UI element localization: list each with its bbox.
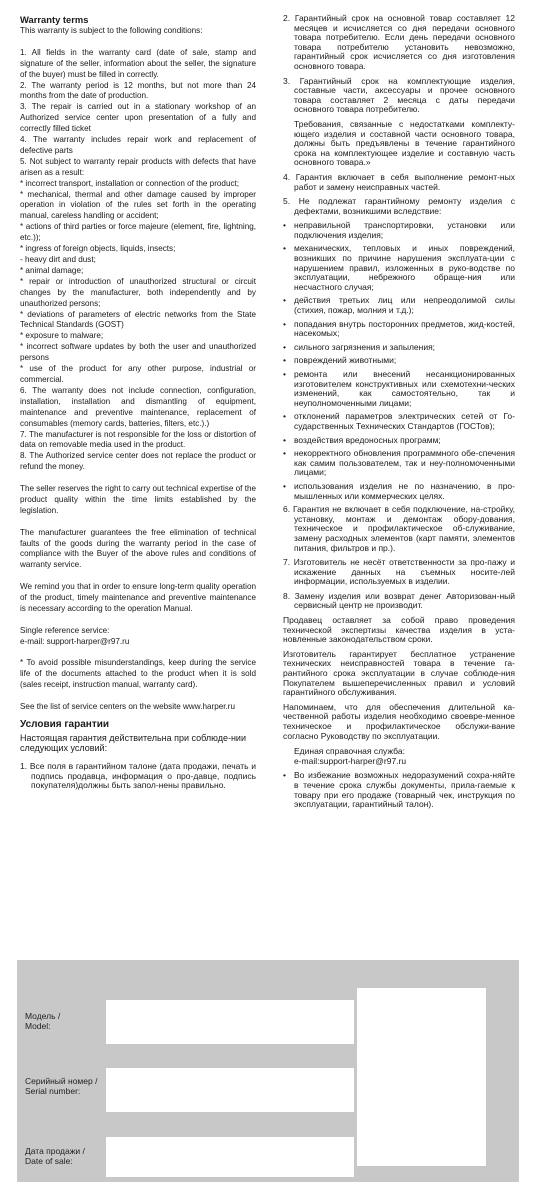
ru-bullet: • попадания внутрь посторонних предметов, жид-костей, насекомых; <box>283 318 515 339</box>
ru-bullet: • отклонений параметров электрических сетей от Го-сударственных Технических Стандартов (ГОСТов); <box>283 411 515 431</box>
bullet-icon: • <box>283 243 286 254</box>
ru-bullet: • неправильной транспортировки, установки или подключения изделия; <box>283 220 515 240</box>
bullet-icon: • <box>283 448 286 459</box>
en-subitem: * actions of third parties or force majeure (element, fire, lightning, etc.)); <box>20 222 256 243</box>
en-service-label: Single reference service: <box>20 625 110 635</box>
en-subitem: * incorrect transport, installation or connection of the product; <box>20 178 240 188</box>
ru-bullet: • использования изделия не по назначению, в про-мышленных или коммерческих целях. <box>283 480 515 501</box>
en-subitem: * use of the product for any other purpose, industrial or commercial. <box>20 364 256 384</box>
en-item-1: 1. All fields in the warranty card (date of sale, stamp and signature of the seller, information about the seller, the signature of the buyer) must be filled in correctly. <box>20 47 256 79</box>
right-column <box>283 14 515 814</box>
ru-service-email: e-mail:support-harper@r97.ru <box>294 755 407 766</box>
ru-item-1: 1. Все поля в гарантийном талоне (дата продажи, печать и подпись продавца, информация о про-давце, подпись покупателя)должны быть запол-нены правильно. <box>20 760 256 791</box>
warranty-card <box>17 960 519 1182</box>
bullet-icon: • <box>283 369 286 379</box>
bullet-icon: • <box>283 318 286 329</box>
en-subitem: * animal damage; <box>20 265 84 275</box>
ru-bullet: • повреждений животными; <box>283 355 397 366</box>
ru-item-5: 5. Не подлежат гарантийному ремонту изделия с дефектами, возникшими вследствие: <box>283 196 515 216</box>
en-item-2: 2. The warranty period is 12 months, but not more than 24 months from the date of production. <box>20 80 256 101</box>
ru-item-8: 8. Замену изделия или возврат денег Авторизован-ный сервисный центр не производит. <box>283 590 515 611</box>
ru-bullet: • ремонта или внесений несанкционированных изготовителем конструктивных или схемотехни-ческих изменений, как самостоятельно, так и неуполномоченными лицами; <box>283 369 515 408</box>
ru-bullet: • механических, тепловых и иных повреждений, возникших по причине нарушения эксплуата-ции с нарушением правил, изложенных в руко-водстве по эксплуатации, небрежного обраще-ния или несчастного случая; <box>283 243 515 292</box>
date-of-sale-label: Дата продажи / Date of sale: <box>25 1146 85 1166</box>
bullet-icon: • <box>283 355 286 366</box>
date-of-sale-field[interactable] <box>106 1137 354 1177</box>
stamp-area[interactable] <box>357 988 486 1166</box>
serial-number-label: Серийный номер / Serial number: <box>25 1076 98 1096</box>
ru-bullet: • сильного загрязнения и запыления; <box>283 341 436 352</box>
bullet-icon: • <box>283 341 286 352</box>
en-item-5: 5. Not subject to warranty repair products with defects that have arisen as a result: <box>20 156 256 177</box>
en-para-elimination: The manufacturer guarantees the free elimination of technical faults of the goods during the warranty period in the case of compliance with the Buyer of the above rules and conditions of warranty service. <box>20 527 256 570</box>
en-service-email: e-mail: support-harper@r97.ru <box>20 636 130 646</box>
ru-item-3-note: Требования, связанные с недостатками комплекту-ющего изделия и составной части основного товара, должны быть предъявлены в течение гарантийного срока на комплектующее изделие и составную часть основного товара.» <box>294 118 515 168</box>
en-item-7: 7. The manufacturer is not responsible for the loss or distortion of data on removable media used in the product. <box>20 429 256 450</box>
en-para-expertise: The seller reserves the right to carry out technical expertise of the product quality within the time limits established by the legislation. <box>20 484 256 515</box>
ru-item-7: 7. Изготовитель не несёт ответственности за про-пажу и искажение данных на съемных носите-лей информации, используемых в изделии. <box>283 557 515 587</box>
bullet-icon: • <box>283 480 286 491</box>
en-item-6: 6. The warranty does not include connection, configuration, installation, installation and dismantling of equipment, maintenance and preventive maintenance, replacement of consumables (memory cards, batteries, filters, etc.).) <box>20 385 256 428</box>
ru-item-2: 2. Гарантийный срок на основной товар составляет 12 месяцев и исчисляется со дня передачи основного товара потребителю. Если день передачи основного товара потребителю установить невозможно, гарантийный срок исчисляется со дня изготовления основного товара. <box>283 13 515 71</box>
en-subitem: * deviations of parameters of electric networks from the State Technical Standards (GOST) <box>20 309 256 330</box>
bullet-icon: • <box>283 295 286 306</box>
model-label: Модель / Model: <box>25 1011 61 1031</box>
en-subitem: * repair or introduction of unauthorized structural or circuit changes by the manufacturer, both independently and by unauthorized persons; <box>20 276 256 308</box>
en-subitem: * ingress of foreign objects, liquids, insects; <box>20 244 176 254</box>
en-subitem: * mechanical, thermal and other damage caused by improper operation in violation of the rules set forth in the operating manual, careless handling or accident; <box>20 189 256 221</box>
ru-para-elimination: Изготовитель гарантирует бесплатное устранение технических неисправностей товара в течение га-рантийного срока эксплуатации в случае соблюде-ния Покупателем вышеперечисленных правил и условий гарантийного обслуживания. <box>283 648 515 698</box>
bullet-icon: • <box>283 434 286 445</box>
en-subitem: * exposure to malware; <box>20 331 104 341</box>
bullet-icon: • <box>283 411 286 422</box>
ru-service-label: Единая справочная служба: <box>294 746 405 757</box>
ru-item-4: 4. Гарантия включает в себя выполнение ремонт-ных работ и замену неисправных частей. <box>283 171 515 192</box>
en-subitem: * incorrect software updates by both the user and unauthorized persons <box>20 342 256 363</box>
model-field[interactable] <box>106 1000 354 1044</box>
ru-para-keep: • Во избежание возможных недоразумений сохра-няйте в течение срока службы документы, прила-гаемые к товару при его продаже (товарный чек, инструкция по эксплуатации, гарантийный талон). <box>283 770 515 810</box>
left-column <box>20 14 256 796</box>
ru-title: Условия гарантии <box>20 718 110 730</box>
ru-bullet: • действия третьих лиц или непреодолимой силы (стихия, пожар, молния и т.д.); <box>283 295 515 316</box>
en-intro: This warranty is subject to the following conditions: <box>20 26 203 35</box>
ru-bullet: • некорректного обновления программного обе-спечения как самим пользователем, так и неу-полномоченными лицами; <box>283 448 515 478</box>
en-item-3: 3. The repair is carried out in a stationary workshop of an Authorized service center upon presentation of a fully and correctly filled ticket <box>20 102 256 134</box>
serial-number-field[interactable] <box>106 1068 354 1112</box>
en-title: Warranty terms <box>20 14 89 25</box>
en-item-8: 8. The Authorized service center does not replace the product or refund the money. <box>20 451 256 472</box>
en-para-list: See the list of service centers on the website www.harper.ru <box>20 702 235 712</box>
ru-item-3: 3. Гарантийный срок на комплектующие изделия, составные части, аксессуары и прочее основного товара составляет 2 месяца с даты передачи основного товара потребителю. <box>283 75 515 115</box>
en-para-remind: We remind you that in order to ensure long-term quality operation of the product, timely maintenance and preventive maintenance is necessary according to the operation Manual. <box>20 582 256 613</box>
bullet-icon: • <box>283 770 286 781</box>
ru-intro: Настоящая гарантия действительна при соблюде-нии следующих условий: <box>20 732 246 754</box>
en-item-4: 4. The warranty includes repair work and replacement of defective parts <box>20 135 256 155</box>
ru-para-expertise: Продавец оставляет за собой право проведения технической экспертизы качества изделия в уста-новленные законодательством сроки. <box>283 615 515 645</box>
bullet-icon: • <box>283 220 286 231</box>
en-para-keep: * To avoid possible misunderstandings, keep during the service life of the documents attached to the product when it is sold (sales receipt, instruction manual, warranty card). <box>20 658 256 690</box>
ru-para-remind: Напоминаем, что для обеспечения длительной ка-чественной работы изделия необходимо своевре-менное техническое и профилактическое обслужи-вание согласно Руководству по эксплуатации. <box>283 701 515 741</box>
en-subitem: - heavy dirt and dust; <box>20 255 96 265</box>
ru-bullet: • воздействия вредоносных программ; <box>283 434 441 445</box>
ru-item-6: 6. Гарантия не включает в себя подключение, на-стройку, установку, монтаж и демонтаж обору-дования, техническое и профилактическое об-служивание, замену расходных элементов (карт памяти, элементов питания, фильтров и пр.). <box>283 504 515 553</box>
